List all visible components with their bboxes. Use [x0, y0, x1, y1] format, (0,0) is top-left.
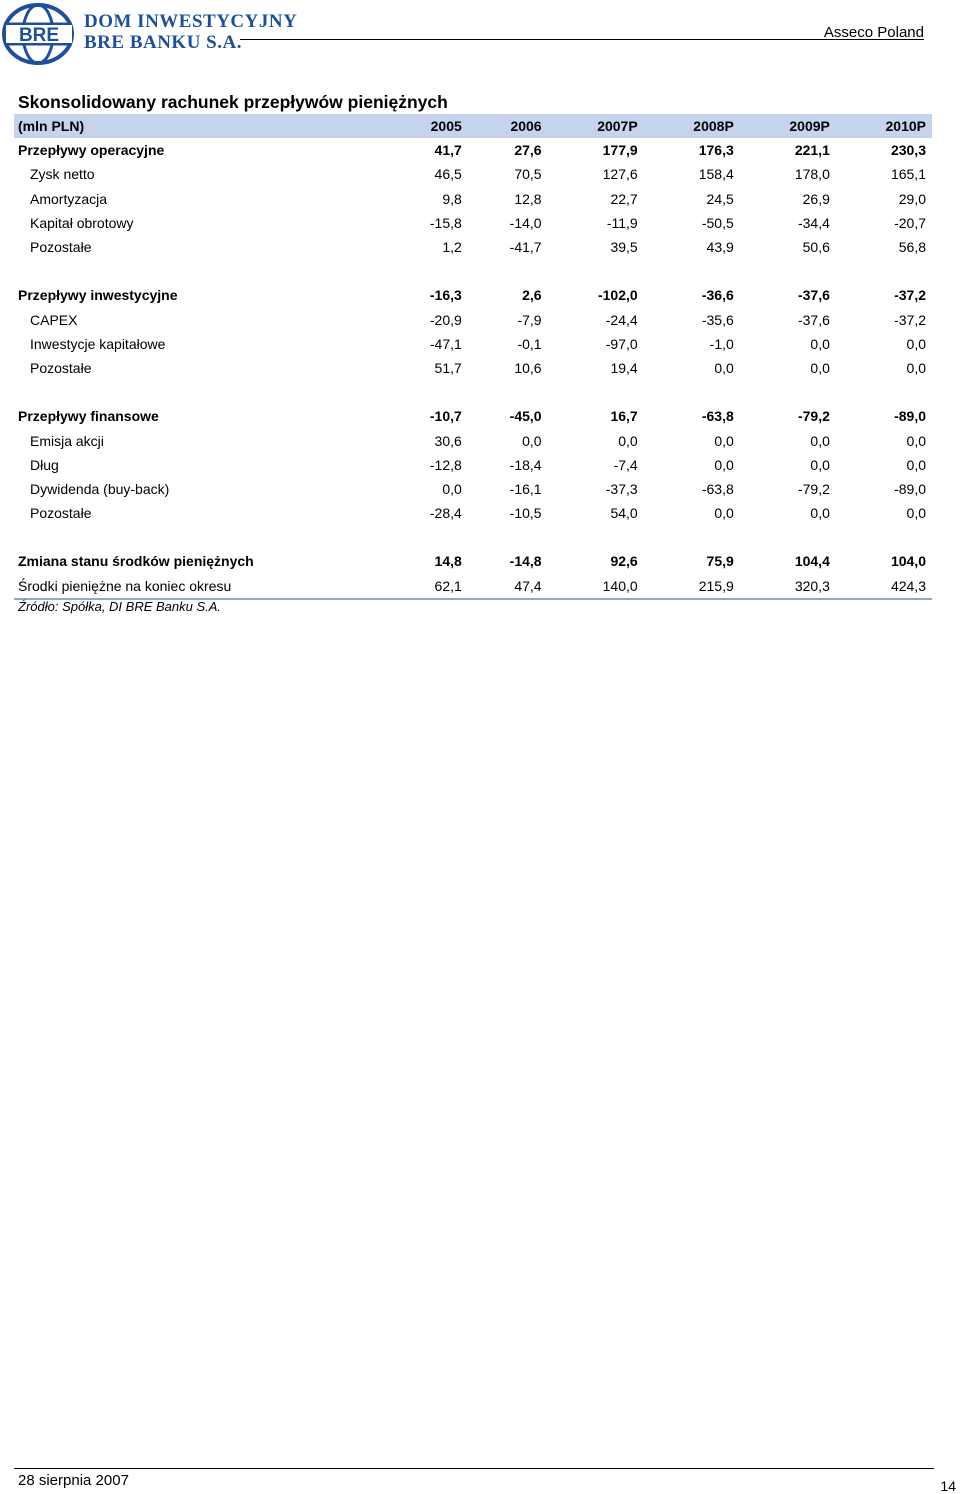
- bre-globe-logo-icon: [0, 2, 80, 66]
- value-cell: 0,0: [714, 432, 734, 449]
- value-cell: -16,3: [429, 287, 462, 304]
- value-cell: 47,4: [468, 574, 548, 599]
- header-cell-year: 2009P: [740, 114, 836, 138]
- value-cell: 0,0: [714, 359, 734, 376]
- spacer-row: [14, 380, 932, 404]
- value-cell: 19,4: [610, 359, 638, 376]
- svg-text:BRE: BRE: [18, 25, 60, 46]
- value-cell: -16,1: [509, 480, 542, 497]
- spacer-cell: [14, 259, 932, 283]
- row-label: Przepływy finansowe: [18, 408, 159, 425]
- row-label: Pozostałe: [30, 505, 92, 522]
- value-cell: 0,0: [810, 432, 830, 449]
- table-row: [14, 501, 932, 525]
- value-cell: -20,7: [894, 214, 926, 231]
- value-cell: -7,4: [613, 456, 638, 473]
- value-cell: 43,9: [706, 239, 734, 256]
- header-cell-year: 2008P: [644, 114, 740, 138]
- table-row: [14, 332, 932, 356]
- value-cell: 424,3: [836, 574, 932, 599]
- value-cell: 62,1: [388, 574, 468, 599]
- table-row: [14, 477, 932, 501]
- value-cell: 0,0: [618, 432, 638, 449]
- value-cell: 46,5: [434, 166, 462, 183]
- source-note: Źródło: Spółka, DI BRE Banku S.A.: [18, 599, 222, 614]
- row-label: Zysk netto: [30, 166, 95, 183]
- value-cell: 0,0: [714, 456, 734, 473]
- value-cell: 54,0: [610, 505, 638, 522]
- spacer-cell: [14, 380, 932, 404]
- value-cell: -37,2: [894, 311, 926, 328]
- spacer-row: [14, 525, 932, 549]
- value-cell: 177,9: [602, 142, 638, 159]
- page-title: Skonsolidowany rachunek przepływów pieniężnych: [18, 92, 448, 112]
- row-label: Pozostałe: [30, 239, 92, 256]
- page-number: 14: [940, 1478, 956, 1494]
- row-label: Dywidenda (buy-back): [30, 480, 170, 497]
- value-cell: -37,3: [605, 480, 638, 497]
- table-row: [14, 211, 932, 235]
- row-label: CAPEX: [30, 311, 78, 328]
- row-label: Dług: [30, 456, 59, 473]
- brand-line-2: BRE BANKU S.A.: [84, 31, 242, 53]
- value-cell: -18,4: [509, 456, 542, 473]
- value-cell: -12,8: [429, 456, 462, 473]
- row-label: Inwestycje kapitałowe: [30, 335, 166, 352]
- cash-flow-table: [14, 114, 932, 600]
- value-cell: 10,6: [514, 359, 542, 376]
- value-cell: 50,6: [802, 239, 830, 256]
- table-row: [14, 453, 932, 477]
- value-cell: -14,8: [509, 553, 542, 570]
- value-cell: -1,0: [709, 335, 734, 352]
- value-cell: -34,4: [797, 214, 830, 231]
- table-row: [14, 574, 932, 599]
- brand-name: [84, 12, 297, 54]
- header-cell-unit: (mln PLN): [14, 114, 388, 138]
- table-row: [14, 404, 932, 428]
- value-cell: 12,8: [514, 190, 542, 207]
- value-cell: 0,0: [906, 456, 926, 473]
- value-cell: 26,9: [802, 190, 830, 207]
- value-cell: -15,8: [429, 214, 462, 231]
- value-cell: 70,5: [514, 166, 542, 183]
- row-label: Emisja akcji: [30, 432, 104, 449]
- value-cell: 2,6: [522, 287, 542, 304]
- value-cell: -89,0: [894, 480, 926, 497]
- value-cell: 176,3: [698, 142, 734, 159]
- value-cell: 56,8: [898, 239, 926, 256]
- value-cell: -10,7: [429, 408, 462, 425]
- value-cell: -37,6: [797, 311, 830, 328]
- table-row: [14, 162, 932, 186]
- value-cell: 0,0: [522, 432, 542, 449]
- value-cell: 165,1: [890, 166, 926, 183]
- header-cell-year: 2007P: [548, 114, 644, 138]
- table-header-row: [14, 114, 932, 138]
- company-name: Asseco Poland: [823, 24, 924, 41]
- value-cell: 14,8: [434, 553, 462, 570]
- value-cell: -89,0: [894, 408, 926, 425]
- value-cell: 0,0: [906, 335, 926, 352]
- value-cell: 0,0: [714, 505, 734, 522]
- table-row: [14, 308, 932, 332]
- table-row: [14, 187, 932, 211]
- value-cell: 230,3: [890, 142, 926, 159]
- value-cell: 158,4: [698, 166, 734, 183]
- value-cell: 39,5: [610, 239, 638, 256]
- value-cell: 104,0: [890, 553, 926, 570]
- value-cell: 127,6: [602, 166, 638, 183]
- spacer-cell: [14, 525, 932, 549]
- value-cell: -79,2: [797, 480, 830, 497]
- value-cell: 178,0: [794, 166, 830, 183]
- value-cell: 24,5: [706, 190, 734, 207]
- value-cell: -7,9: [517, 311, 542, 328]
- value-cell: -63,8: [701, 480, 734, 497]
- footer-date: 28 sierpnia 2007: [18, 1472, 129, 1489]
- value-cell: 215,9: [644, 574, 740, 599]
- value-cell: -102,0: [597, 287, 638, 304]
- table-row: [14, 235, 932, 259]
- value-cell: -50,5: [701, 214, 734, 231]
- value-cell: 0,0: [442, 480, 462, 497]
- value-cell: -79,2: [797, 408, 830, 425]
- header-cell-year: 2005: [388, 114, 468, 138]
- table-row: [14, 283, 932, 307]
- value-cell: 104,4: [794, 553, 830, 570]
- value-cell: -36,6: [701, 287, 734, 304]
- value-cell: 1,2: [442, 239, 462, 256]
- table-row: [14, 138, 932, 162]
- header-cell-year: 2010P: [836, 114, 932, 138]
- value-cell: -28,4: [429, 505, 462, 522]
- value-cell: -47,1: [429, 335, 462, 352]
- value-cell: 27,6: [514, 142, 542, 159]
- row-label: Amortyzacja: [30, 190, 108, 207]
- value-cell: -10,5: [509, 505, 542, 522]
- value-cell: -63,8: [701, 408, 734, 425]
- spacer-row: [14, 259, 932, 283]
- row-label: Kapitał obrotowy: [30, 214, 134, 231]
- value-cell: -97,0: [605, 335, 638, 352]
- value-cell: -45,0: [509, 408, 542, 425]
- value-cell: 320,3: [740, 574, 836, 599]
- value-cell: 41,7: [434, 142, 462, 159]
- value-cell: 51,7: [434, 359, 462, 376]
- value-cell: -14,0: [509, 214, 542, 231]
- brand-line-1: DOM INWESTYCYJNY: [84, 11, 298, 32]
- value-cell: 221,1: [794, 142, 830, 159]
- value-cell: -20,9: [429, 311, 462, 328]
- row-label: Przepływy inwestycyjne: [18, 287, 178, 304]
- value-cell: 92,6: [610, 553, 638, 570]
- value-cell: 0,0: [906, 359, 926, 376]
- value-cell: 0,0: [906, 505, 926, 522]
- value-cell: -37,6: [797, 287, 830, 304]
- value-cell: 22,7: [610, 190, 638, 207]
- value-cell: -41,7: [509, 239, 542, 256]
- value-cell: -35,6: [701, 311, 734, 328]
- value-cell: 16,7: [610, 408, 638, 425]
- row-label: Pozostałe: [30, 359, 92, 376]
- header-cell-year: 2006: [468, 114, 548, 138]
- row-label: Zmiana stanu środków pieniężnych: [18, 553, 254, 570]
- value-cell: 0,0: [906, 432, 926, 449]
- row-label: Środki pieniężne na koniec okresu: [14, 574, 388, 599]
- value-cell: -37,2: [894, 287, 926, 304]
- value-cell: 140,0: [548, 574, 644, 599]
- row-label: Przepływy operacyjne: [18, 142, 165, 159]
- value-cell: -24,4: [605, 311, 638, 328]
- header-divider: [240, 39, 924, 40]
- page-header: [0, 0, 960, 70]
- table-row: [14, 549, 932, 573]
- value-cell: 30,6: [434, 432, 462, 449]
- value-cell: 0,0: [810, 456, 830, 473]
- value-cell: 0,0: [810, 335, 830, 352]
- value-cell: 0,0: [810, 505, 830, 522]
- footer-divider: [14, 1468, 934, 1469]
- value-cell: -11,9: [606, 214, 638, 231]
- value-cell: -0,1: [517, 335, 542, 352]
- table-row: [14, 356, 932, 380]
- value-cell: 9,8: [442, 190, 462, 207]
- value-cell: 0,0: [810, 359, 830, 376]
- value-cell: 29,0: [898, 190, 926, 207]
- value-cell: 75,9: [706, 553, 734, 570]
- table-row: [14, 428, 932, 452]
